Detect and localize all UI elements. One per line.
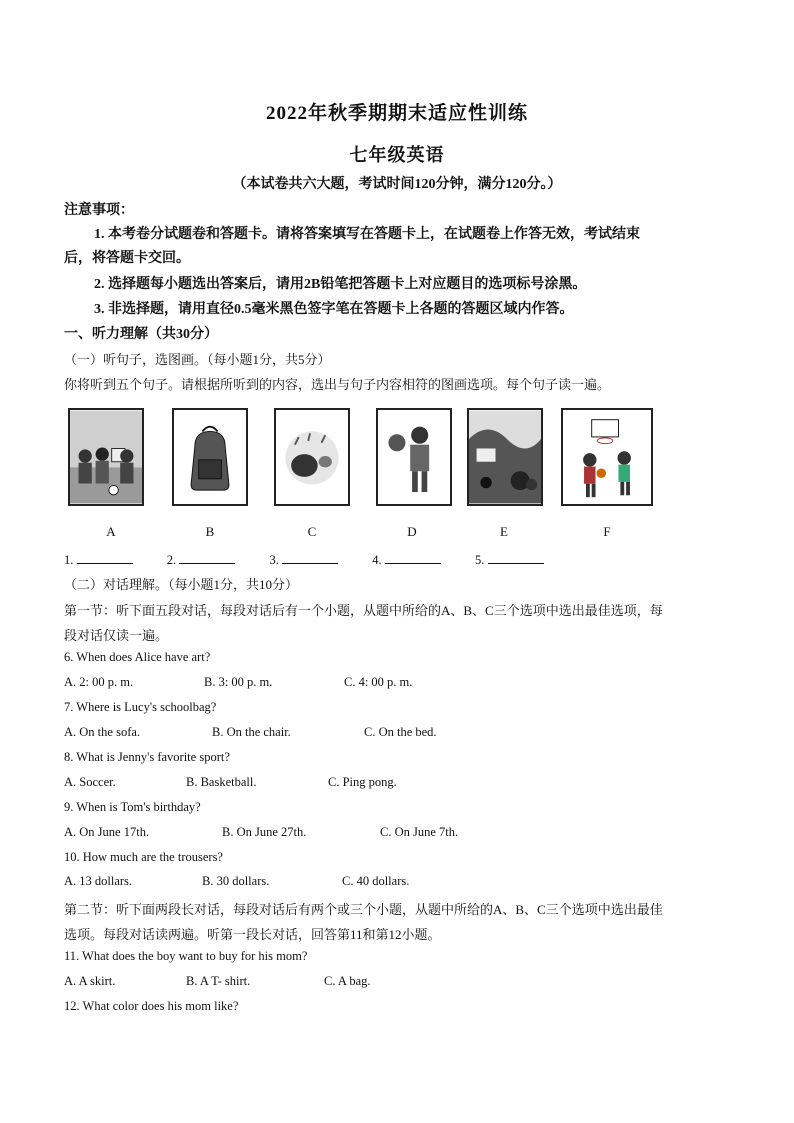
q7-option-b: B. On the chair. (212, 725, 291, 739)
q10-option-a: A. 13 dollars. (64, 874, 133, 888)
part2-intro: 第一节：听下面五段对话，每段对话后有一个小题，从题中所给的A、B、C三个选项中选出最佳选项，每 (64, 603, 663, 618)
picture-a (68, 408, 144, 506)
question-12: 12. What color does his mom like? (64, 999, 239, 1013)
picture-f (561, 408, 653, 506)
q9-option-c: C. On June 7th. (380, 825, 459, 839)
q11-option-b: B. A T- shirt. (186, 974, 251, 988)
q6-option-c: C. 4: 00 p. m. (344, 675, 413, 689)
part2-section2-intro: 第二节：听下面两段长对话，每段对话后有两个或三个小题，从题中所给的A、B、C三个选项中选出最佳 (64, 902, 663, 917)
q11-option-a: A. A skirt. (64, 974, 116, 988)
question-7: 7. Where is Lucy's schoolbag? (64, 700, 217, 714)
blank-line-4 (385, 551, 441, 564)
picture-label-c: C (307, 524, 317, 539)
picture-label-b: B (205, 524, 215, 539)
q9-option-a: A. On June 17th. (64, 825, 150, 839)
blank-line-1 (77, 551, 133, 564)
q8-option-b: B. Basketball. (186, 775, 257, 789)
picture-label-a: A (106, 524, 116, 539)
question-11: 11. What does the boy want to buy for his mom? (64, 949, 308, 963)
exam-title: 2022年秋季期期末适应性训练 (265, 103, 528, 124)
question-8: 8. What is Jenny's favorite sport? (64, 750, 230, 764)
q7-option-c: C. On the bed. (364, 725, 437, 739)
blank-label-3: 3. (269, 553, 279, 567)
part2-section2-intro-cont: 选项。每段对话读两遍。听第一段长对话，回答第11和第12小题。 (64, 927, 441, 942)
picture-label-f: F (603, 524, 611, 539)
part2-heading: （二）对话理解。（每小题1分，共10分） (64, 577, 299, 592)
answer-blanks (64, 551, 544, 568)
question-9: 9. When is Tom's birthday? (64, 800, 201, 814)
q10-option-b: B. 30 dollars. (202, 874, 270, 888)
q10-option-c: C. 40 dollars. (342, 874, 410, 888)
picture-d (376, 408, 452, 506)
q6-option-b: B. 3: 00 p. m. (204, 675, 273, 689)
q7-option-a: A. On the sofa. (64, 725, 141, 739)
exam-subtitle: 七年级英语 (349, 145, 445, 165)
question-10: 10. How much are the trousers? (64, 850, 223, 864)
part2-intro-cont: 段对话仅读一遍。 (64, 628, 169, 643)
notice-item-1-cont: 后，将答题卡交回。 (64, 251, 190, 266)
blank-line-5 (488, 551, 544, 564)
picture-label-d: D (407, 524, 417, 539)
q11-option-c: C. A bag. (324, 974, 371, 988)
notice-item-2: 2. 选择题每小题选出答案后，请用2B铅笔把答题卡上对应题目的选项标号涂黑。 (94, 277, 587, 292)
section-heading: 一、听力理解（共30分） (64, 327, 218, 342)
part1-instruction: 你将听到五个句子。请根据所听到的内容，选出与句子内容相符的图画选项。每个句子读一遍。 (64, 377, 611, 392)
notice-item-3: 3. 非选择题，请用直径0.5毫米黑色签字笔在答题卡上各题的答题区域内作答。 (94, 302, 574, 317)
q8-option-c: C. Ping pong. (328, 775, 397, 789)
picture-c (274, 408, 350, 506)
blank-label-5: 5. (475, 553, 485, 567)
exam-note: （本试卷共六大题，考试时间120分钟，满分120分。） (232, 177, 562, 192)
notice-item-1: 1. 本考卷分试题卷和答题卡。请将答案填写在答题卡上，在试题卷上作答无效，考试结束 (94, 227, 640, 242)
blank-label-2: 2. (166, 553, 177, 567)
q9-option-b: B. On June 27th. (222, 825, 307, 839)
picture-e (467, 408, 543, 506)
blank-label-1: 1. (64, 553, 74, 567)
blank-line-3 (282, 551, 338, 564)
blank-label-4: 4. (372, 553, 382, 567)
question-6: 6. When does Alice have art? (64, 650, 211, 664)
blank-line-2 (179, 551, 235, 564)
picture-b (172, 408, 248, 506)
part1-heading: （一）听句子，选图画。（每小题1分，共5分） (64, 352, 331, 367)
q6-option-a: A. 2: 00 p. m. (64, 675, 134, 689)
q8-option-a: A. Soccer. (64, 775, 116, 789)
picture-label-e: E (500, 524, 508, 539)
notice-heading: 注意事项： (64, 203, 134, 218)
